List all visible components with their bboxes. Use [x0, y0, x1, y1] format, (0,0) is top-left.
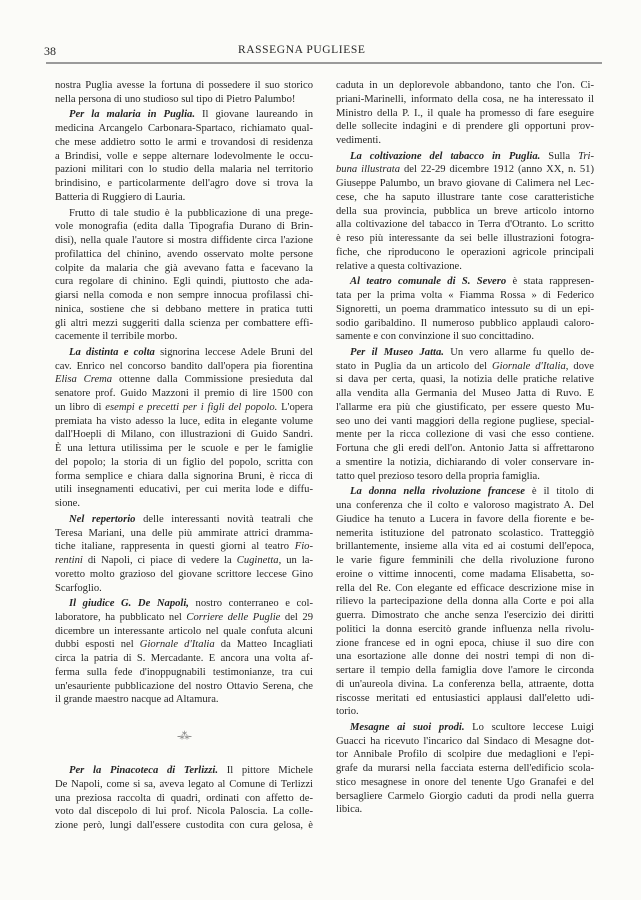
section-heading: Nel repertorio: [69, 513, 136, 525]
text-line: eroine o vittime innocenti, come madama Elisabetta, so-: [336, 568, 594, 580]
text-line: [55, 638, 313, 652]
text-line: cacemente il terribile morbo.: [55, 331, 178, 343]
text-run: è stata rappresen-: [506, 276, 595, 288]
text-run: Un vero allarme fu quello de-: [443, 346, 594, 358]
text-line: [55, 540, 313, 554]
text-line: [55, 373, 313, 387]
italic-title: Giornale d'Italia: [133, 639, 215, 651]
text-line: [336, 360, 594, 374]
section-heading: Per la Pinacoteca di Terlizzi.: [69, 765, 218, 777]
text-line: premiata ha visto adesso la luce, edita in elegante volume: [55, 415, 313, 427]
text-line: [55, 401, 313, 415]
italic-title: Giornale d'Italia: [487, 360, 566, 372]
text-line: grafe da murarsi nella facciata esterna dell'edificio scola-: [336, 763, 594, 775]
text-line: riscosse meritati ed entusiastici applausi dall'eletto udi-: [336, 692, 594, 704]
text-line: [336, 163, 594, 177]
left-column: [55, 79, 313, 835]
text-line: forma semplice e chiara dalla signorina Bruni, è ricca di: [55, 470, 313, 482]
text-line: tatto quel prezioso tesoro della propria famiglia.: [336, 470, 540, 482]
text-line: Giuseppe Palumbo, un bravo giovane di Calimera nel Lec-: [336, 178, 594, 190]
text-line: del popolo; la storia di un figlio del popolo, scritta con: [55, 456, 313, 468]
text-line: cav. Enrico nel concorso bandito dall'opera pia fiorentina: [55, 360, 313, 372]
text-line: vedimenti.: [336, 135, 382, 146]
page-number: 38: [44, 44, 56, 58]
text-line: [336, 150, 594, 164]
italic-title: Cuginetta: [231, 555, 279, 567]
article-paragraph: [336, 346, 594, 484]
section-heading: Il giudice G. De Napoli,: [69, 598, 189, 610]
text-line: profilattica del chinino, avendo osservato molte persone: [55, 248, 313, 260]
text-run: Lo scultore leccese Luigi: [464, 721, 594, 733]
text-line: Teresa Mariani, una delle più ammirate attrici dramma-: [55, 527, 313, 539]
text-line: nostra Puglia avesse la fortuna di possedere il suo storico: [55, 80, 313, 91]
header-rule: [46, 62, 602, 64]
text-run: signorina leccese Adele Bruni del: [154, 346, 314, 358]
text-run: , dove: [565, 360, 594, 372]
text-line: nella persona di uno studioso sul tipo di Pietro Palumbo!: [55, 93, 296, 105]
article-paragraph: [336, 79, 594, 148]
text-run: Sulla: [540, 150, 571, 162]
article-paragraph: [55, 513, 313, 596]
text-line: le varie figure femminili che della rivoluzione furono: [336, 555, 594, 567]
text-line: voretto molto grazioso del giovane scrittore leccese Gino: [55, 568, 313, 580]
italic-title: Elisa Crema: [55, 374, 113, 386]
text-line: pazioni militari con lo studio della malaria nel territorio: [55, 164, 313, 176]
text-line: senatore prof. Guido Mazzoni il premio di lire 1500 con: [55, 388, 313, 400]
text-run: da Matteo Incagliati: [214, 639, 313, 651]
article-paragraph: [55, 597, 313, 707]
text-run: tiche italiane, rappresenta in questi giorni al teatro: [55, 541, 290, 553]
section-heading: La distinta e colta: [69, 346, 155, 358]
italic-title: buna illustrata: [336, 164, 400, 176]
text-line: De Napoli, come si sa, aveva legato al Comune di Terlizzi: [55, 778, 313, 790]
text-line: cese, che ha saputo illustrare tante cose caratteristiche: [336, 191, 594, 203]
text-line: Giudice ha tenuto a Lucera in favore della fiorente e be-: [336, 513, 594, 525]
text-line: torio.: [336, 706, 359, 718]
text-run: , un la-: [278, 555, 313, 567]
running-title: RASSEGNA PUGLIESE: [238, 44, 366, 56]
text-run: è il titolo di: [524, 486, 594, 498]
article-paragraph: [55, 207, 313, 345]
text-line: è reso più interessante da sei belle illustrazioni fotogra-: [336, 233, 594, 245]
text-run: delle interessanti novità teatrali che: [135, 513, 313, 525]
text-line: colpite da malaria che già avevano fatta e facevano la: [55, 262, 313, 274]
text-line: Ministro della P. I., il quale ha promesso di fare eseguire: [336, 107, 594, 119]
text-line: guerra. Dimostrato che anche senza l'esercizio dei diritti: [336, 610, 594, 622]
text-line: [336, 721, 594, 735]
section-heading: La coltivazione del tabacco in Puglia.: [350, 150, 541, 162]
italic-title: Tri-: [570, 150, 594, 162]
text-run: nostro conterraneo e col-: [188, 598, 313, 610]
text-line: [336, 485, 594, 499]
text-line: samente e con convinzione il suo concittadino.: [336, 331, 534, 343]
text-line: dicembre un interessante articolo nel quale confuta alcuni: [55, 625, 313, 637]
article-paragraph: [336, 150, 594, 274]
article-paragraph: [55, 346, 313, 511]
text-line: Frutto di tale studio è la pubblicazione di una prege-: [69, 207, 313, 219]
text-line: si dava per certa, quasi, la notizia delle pratiche relative: [336, 374, 594, 386]
section-heading: La donna nella rivoluzione francese: [350, 486, 525, 498]
italic-title: Corriere delle Puglie: [181, 611, 281, 623]
text-line: rilievo la partecipazione della donna alla Corte e poi alla: [336, 596, 594, 608]
text-line: stico mesagnese in onore del tenente Ugo Granafei e del: [336, 776, 594, 788]
text-line: bersagliere Carmelo Giorgio caduti da prodi nella guerra: [336, 790, 594, 802]
text-line: fiche, che riproducono le operazioni agricole principali: [336, 246, 594, 258]
text-line: brindisino, e particolarmente dell'agro dove si trova la: [55, 178, 313, 190]
text-line: libica.: [336, 804, 363, 816]
text-line: tor Annibale Profilo di scolpire due medaglioni e l'epi-: [336, 749, 594, 761]
text-run: di Napoli, ci piace di vedere la: [82, 555, 232, 567]
text-line: alla coltivazione del tabacco in Terra d'Otranto. Lo scritto: [336, 219, 594, 231]
text-line: ferma sulla fede d'inoppugnabili testimonianze, tra cui: [55, 666, 313, 678]
text-line: una preziosa raccolta di quadri, ordinati con affetto de-: [55, 792, 313, 804]
article-paragraph: [336, 721, 594, 817]
text-line: [336, 346, 594, 360]
text-line: dall'Hoepli di Milano, con illustrazioni di Guido Sandri.: [55, 429, 313, 441]
text-line: relative a questa coltivazione.: [336, 260, 462, 272]
text-run: del 29: [280, 611, 313, 623]
text-line: [55, 513, 313, 527]
italic-title: Fio-: [289, 541, 313, 553]
text-line: un'esauriente pubblicazione del nostro Ottavio Serena, che: [55, 680, 313, 692]
text-line: [55, 554, 313, 568]
text-line: gli altri mezzi suggeriti dalla scienza per combattere effi-: [55, 317, 313, 329]
italic-title: rentini: [55, 555, 83, 567]
text-line: Guacci ha ricevuto l'incarico dal Sindaco di Mesagne dot-: [336, 735, 594, 747]
text-line: sodio garibaldino. Il numeroso pubblico applaudì caloro-: [336, 317, 594, 329]
text-line: giarsi nella comoda e non sempre innocua profilassi chi-: [55, 290, 313, 302]
text-line: È una lettura utilissima per le scuole e per le famiglie: [55, 443, 313, 455]
text-line: zione però, lungi dall'essere custodita con cura gelosa, è: [55, 820, 313, 832]
text-line: [55, 108, 313, 122]
text-line: una conferenza che il colto e valoroso magistrato A. Del: [336, 500, 594, 512]
text-line: una esortazione alle donne dei nostri tempi di non di-: [336, 651, 594, 663]
text-line: Signoretti, un poema drammatico intessuto su di un epi-: [336, 303, 594, 315]
text-run: Il giovane laureando in: [195, 109, 313, 121]
section-ornament: -⁂-: [177, 731, 191, 743]
text-line: [336, 275, 594, 289]
text-line: mente per la ricca collezione di vasi che esso contiene.: [336, 429, 594, 441]
text-line: che mese addietro sotto le armi e trovandosi di residenza: [55, 136, 313, 148]
text-run: del 22-29 dicembre 1912 (anno XX, n. 51): [400, 164, 594, 176]
text-line: Fortuna che gli eredi dell'on. Antonio Jatta si affrettarono: [336, 443, 594, 455]
text-line: disi), nella quale l'autore si mostra diffidente circa l'azione: [55, 235, 313, 247]
text-run: dubbi esposti nel: [55, 639, 134, 651]
section-heading: Al teatro comunale di S. Severo: [350, 276, 507, 288]
text-line: delle sollecite indagini e di prendere gli opportuni prov-: [336, 121, 594, 133]
text-run: ottenne dalla Commissione presieduta dal: [112, 374, 313, 386]
text-line: a Brindisi, volle e seppe alternare lodevolmente le occu-: [55, 150, 313, 162]
text-line: Scarfoglio.: [55, 582, 102, 594]
text-line: circa la patria di S. Mercadante. E ancora una volta af-: [55, 653, 313, 665]
section-heading: Per la malaria in Puglia.: [69, 109, 195, 121]
text-run: Il pittore Michele: [217, 765, 313, 777]
text-line: rella del Re. Con elegante ed efficace descrizione mise in: [336, 582, 594, 594]
text-line: [55, 597, 313, 611]
text-line: medicina Arcangelo Carbonara-Spartaco, richiamato qual-: [55, 123, 313, 135]
text-line: brillantemente, insieme alla vita ed ai costumi dell'epoca,: [336, 541, 594, 553]
text-line: alla vendita alla Germania del Museo Jatta di Ruvo. E: [336, 388, 594, 400]
italic-title: esempi e precetti per i figli del popolo.: [101, 401, 278, 413]
text-line: cura regolare di chinino. Egli quindi, piuttosto che ada-: [55, 276, 313, 288]
text-run: L'opera: [277, 401, 313, 413]
text-line: [55, 611, 313, 625]
text-line: il grande maestro nacque ad Altamura.: [55, 694, 219, 706]
article-paragraph: [55, 764, 313, 833]
text-line: utili insegnamenti educativi, per cui merita lode e diffu-: [55, 484, 313, 496]
text-line: Batteria di Ruggiero di Lauria.: [55, 191, 186, 203]
text-line: [55, 764, 313, 778]
text-line: a smentire la notizia, dichiarando di voler conservare in-: [336, 456, 594, 468]
text-line: voto dal discepolo di lui prof. Nicola Paloscia. La colle-: [55, 806, 313, 818]
text-run: stato in Puglia da un articolo del: [336, 360, 488, 372]
text-line: della sua provincia, pubblica un breve articolo intorno: [336, 205, 594, 217]
text-line: politici la donna esercitò grande influenza nella rivolu-: [336, 623, 594, 635]
text-run: laboratore, ha pubblicato nel: [55, 611, 182, 623]
text-line: nemerita istituzione del patronato scolastico. Tratteggiò: [336, 527, 594, 539]
text-line: priani-Marinelli, informato della cosa, ne ha interessato il: [336, 93, 594, 105]
text-line: di un'aureola divina. La conferenza bella, attraente, dotta: [336, 678, 594, 690]
section-heading: Mesagne ai suoi prodi.: [350, 721, 465, 733]
text-line: vole monografia (edita dalla Tipografia Durano di Brin-: [55, 221, 313, 233]
text-line: zione francese ed in ogni epoca, chiuse il suo dire con: [336, 637, 594, 649]
text-line: ninica, sostiene che si debbano mettere in pratica tutti: [55, 303, 313, 315]
text-line: seo uno dei vanti maggiori della regione pugliese, special-: [336, 415, 594, 427]
right-column: [336, 79, 594, 819]
text-line: sertare il tempio della famiglia dove l'amore le circonda: [336, 665, 594, 677]
article-paragraph: [55, 108, 313, 204]
section-heading: Per il Museo Jatta.: [350, 346, 444, 358]
text-line: caduta in un deplorevole abbandono, tanto che l'on. Ci-: [336, 80, 594, 91]
text-line: sione.: [55, 498, 81, 510]
article-paragraph: [336, 275, 594, 344]
text-line: [55, 346, 313, 360]
text-line: l'allarme era più che giustificato, per essere questo Mu-: [336, 401, 594, 413]
text-line: tata per la prima volta « Fiamma Rossa » di Federico: [336, 290, 594, 302]
article-paragraph: [336, 485, 594, 719]
text-run: un libro di: [55, 401, 102, 413]
article-paragraph: [55, 79, 313, 107]
